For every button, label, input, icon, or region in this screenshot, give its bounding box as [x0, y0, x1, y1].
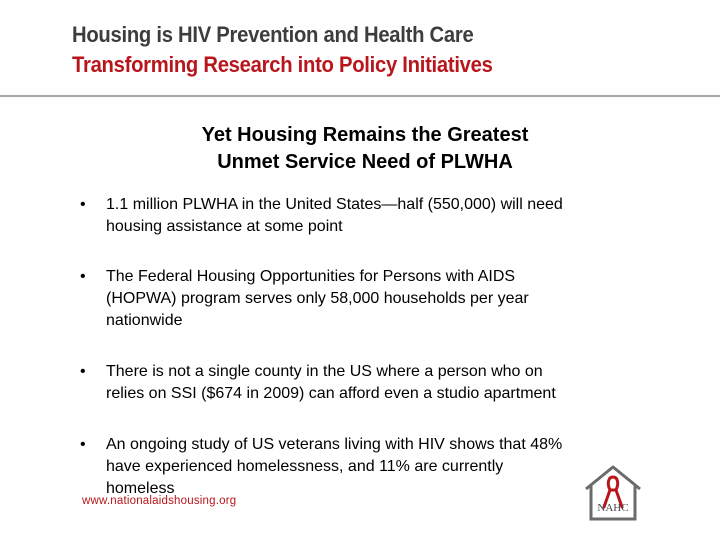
header-title: Housing is HIV Prevention and Health Care — [72, 22, 474, 47]
bullet-line: relies on SSI ($674 in 2009) can afford even a studio apartment — [106, 385, 556, 402]
bullet-line: nationwide — [106, 312, 183, 329]
slide-title-line-2: Unmet Service Need of PLWHA — [217, 151, 513, 173]
header-subtitle: Transforming Research into Policy Initiatives — [72, 52, 493, 77]
bullet-line: have experienced homelessness, and 11% are currently — [106, 458, 504, 475]
bullet-line: housing assistance at some point — [106, 218, 343, 235]
slide-title-line-1: Yet Housing Remains the Greatest — [201, 124, 529, 146]
bullet-marker: • — [80, 196, 86, 213]
slide-title — [120, 122, 610, 176]
bullet-line: The Federal Housing Opportunities for Persons with AIDS — [106, 268, 516, 285]
bullet-text — [106, 266, 646, 332]
bullet-marker: • — [80, 363, 86, 380]
nahc-logo — [582, 463, 644, 523]
header-divider — [0, 95, 720, 97]
bullet-line: homeless — [106, 480, 175, 497]
slide-header — [0, 0, 720, 95]
bullet-marker: • — [80, 268, 86, 285]
bullet-line: An ongoing study of US veterans living with HIV shows that 48% — [106, 436, 563, 453]
bullet-line: 1.1 million PLWHA in the United States—half (550,000) will need — [106, 196, 563, 213]
bullet-line: There is not a single county in the US where a person who on — [106, 363, 543, 380]
bullet-text — [106, 194, 646, 238]
bullet-marker: • — [80, 436, 86, 453]
bullet-text — [106, 434, 646, 500]
bullet-line: (HOPWA) program serves only 58,000 households per year — [106, 290, 529, 307]
bullet-text — [106, 361, 646, 405]
nahc-logo-text: NAHC — [597, 502, 629, 514]
footer-url: www.nationalaidshousing.org — [82, 495, 237, 507]
